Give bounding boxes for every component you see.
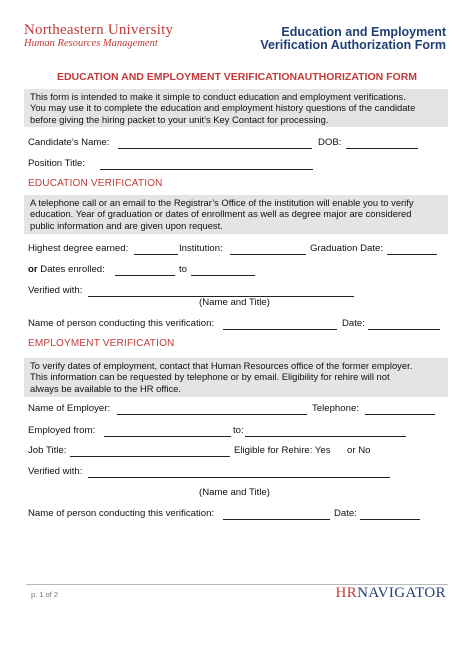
header-title-line-1: Education and Employment xyxy=(281,25,446,39)
employed-to-label: to: xyxy=(233,425,244,436)
employment-date-field[interactable] xyxy=(360,519,420,520)
hrnavigator-logo xyxy=(335,585,446,602)
highest-degree-field[interactable] xyxy=(134,254,178,255)
employed-from-label: Employed from: xyxy=(28,425,96,436)
job-title-field[interactable] xyxy=(70,456,230,457)
dob-label: DOB: xyxy=(318,137,342,148)
intro-notice xyxy=(24,89,448,127)
education-notice xyxy=(24,195,448,234)
employer-name-field[interactable] xyxy=(117,414,307,415)
education-info-line-3: public information and are given upon request. xyxy=(30,219,223,231)
enrolled-to-label: to xyxy=(179,264,188,275)
hrnavigator-logo-navigator: NAVIGATOR xyxy=(357,585,446,601)
form-title: EDUCATION AND EMPLOYMENT VERIFICATIONAUTHORIZATION FORM xyxy=(56,71,418,83)
employer-name-label: Name of Employer: xyxy=(28,403,111,414)
position-title-field[interactable] xyxy=(100,169,313,170)
education-verifier-label: Name of person conducting this verification: xyxy=(28,318,215,329)
dob-field[interactable] xyxy=(346,148,418,149)
position-title-label: Position Title: xyxy=(28,158,86,169)
employment-info-line-1: To verify dates of employment, contact that Human Resources office of the former employer. xyxy=(30,360,413,371)
eligible-rehire-yes-label[interactable]: Eligible for Rehire: Yes xyxy=(234,445,331,456)
institution-label: Institution: xyxy=(179,243,223,254)
telephone-field[interactable] xyxy=(365,414,435,415)
employment-info-line-3: always be available to the HR office. xyxy=(30,382,181,394)
dates-enrolled-row-label xyxy=(28,264,105,275)
telephone-label: Telephone: xyxy=(312,403,359,414)
employed-from-field[interactable] xyxy=(104,436,231,437)
education-verifier-field[interactable] xyxy=(223,329,337,330)
eligible-rehire-no-label[interactable]: or No xyxy=(347,445,371,456)
employment-name-title-note: (Name and Title) xyxy=(199,487,270,498)
university-logo-name: Northeastern University xyxy=(24,22,174,38)
page-number: p. 1 of 2 xyxy=(31,590,59,599)
candidate-name-label: Candidate’s Name: xyxy=(28,137,110,148)
education-date-label: Date: xyxy=(342,318,365,329)
graduation-date-field[interactable] xyxy=(387,254,437,255)
job-title-label: Job Title: xyxy=(28,445,67,456)
employment-verifier-label: Name of person conducting this verification: xyxy=(28,508,215,519)
education-info-line-2: education. Year of graduation or dates of enrollment as well as degree major are considered xyxy=(30,208,412,220)
institution-field[interactable] xyxy=(230,254,306,255)
enrolled-from-field[interactable] xyxy=(115,275,175,276)
education-info-line-1: A telephone call or an email to the Registrar’s Office of the institution will enable you to verify xyxy=(30,197,414,208)
candidate-name-field[interactable] xyxy=(118,148,312,149)
employment-notice xyxy=(24,358,448,397)
employment-verified-with-field[interactable] xyxy=(88,477,390,478)
enrolled-to-field[interactable] xyxy=(191,275,255,276)
education-verified-with-label: Verified with: xyxy=(28,285,83,296)
employment-info-line-2: This information can be requested by telephone or by email. Eligibility for rehire will not xyxy=(30,371,390,383)
education-section-heading: EDUCATION VERIFICATION xyxy=(28,178,163,189)
graduation-date-label: Graduation Date: xyxy=(310,243,384,254)
employment-section-heading: EMPLOYMENT VERIFICATION xyxy=(28,338,175,349)
employment-verified-with-label: Verified with: xyxy=(28,466,83,477)
intro-line-1: This form is intended to make it simple to conduct education and employment verifications. xyxy=(30,91,406,102)
highest-degree-label: Highest degree earned: xyxy=(28,243,129,254)
education-name-title-note: (Name and Title) xyxy=(199,297,270,308)
university-logo-subtitle: Human Resources Management xyxy=(24,38,158,49)
or-label: or xyxy=(28,264,38,275)
employment-verifier-field[interactable] xyxy=(223,519,330,520)
employment-date-label: Date: xyxy=(334,508,357,519)
dates-enrolled-label: Dates enrolled: xyxy=(40,264,105,275)
employed-to-field[interactable] xyxy=(245,436,406,437)
document-header-title xyxy=(260,26,446,52)
intro-line-2: You may use it to complete the education and employment history questions of the candidate xyxy=(30,102,416,114)
education-date-field[interactable] xyxy=(368,329,440,330)
header-title-line-2: Verification Authorization Form xyxy=(260,38,446,52)
intro-line-3: before giving the hiring packet to your unit’s Key Contact for processing. xyxy=(30,113,329,125)
hrnavigator-logo-hr: HR xyxy=(335,585,358,601)
